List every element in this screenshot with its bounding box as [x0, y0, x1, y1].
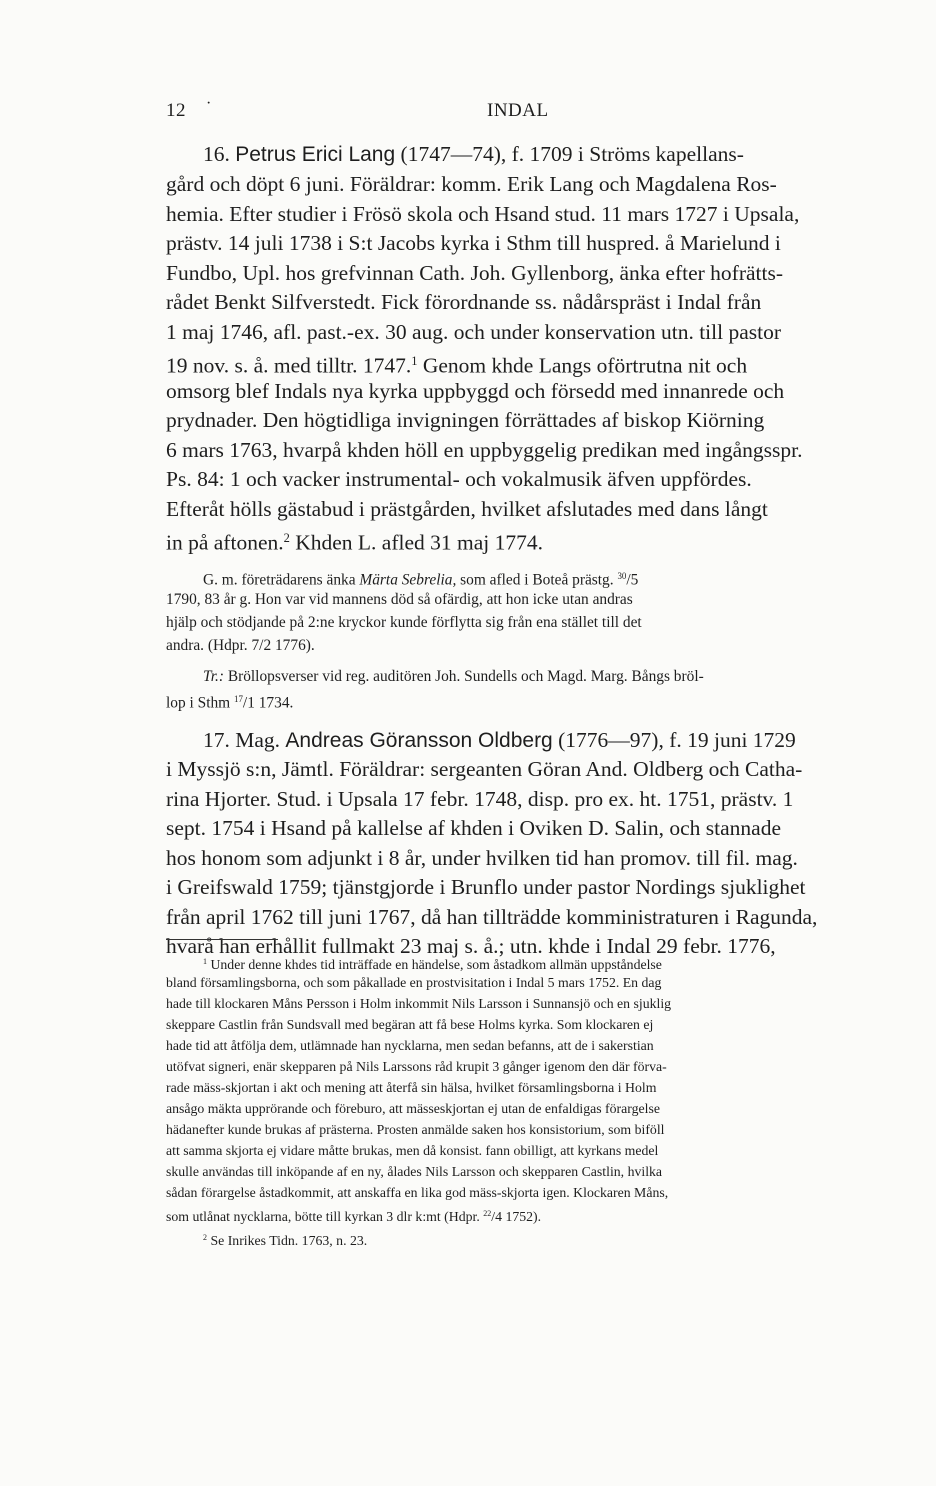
marriage-line-2: 1790, 83 år g. Hon var vid mannens död så ofärdig, att hon icke utan andras	[166, 591, 633, 608]
entry-16-line-6: rådet Benkt Silfverstedt. Fick förordnande ss. nådårspräst i Indal från	[166, 290, 762, 314]
marriage-line-3: hjälp och stödjande på 2:ne kryckor kunde förflytta sig från ena stället till det	[166, 614, 642, 631]
footnote-1-line-13: som utlånat nycklarna, bötte till kyrkan 3 dlr k:mt (Hdpr. $^{22}$/4 1752).	[166, 1208, 542, 1224]
person-name: Petrus Erici Lang	[235, 143, 396, 166]
entry-16-line-14: in på aftonen.$^2$ Khden L. afled 31 maj 1774.	[166, 530, 544, 555]
footnote-1-line-10: att samma skjorta ej vidare måtte brukas, men då konsist. fann obilligt, att kyrkans medel	[166, 1143, 659, 1158]
entry-16-line-11: 6 mars 1763, hvarpå khden höll en uppbyggelig predikan med ingångsspr.	[166, 438, 803, 462]
person-name: Andreas Göransson Oldberg	[285, 729, 553, 752]
footnote-1-line-5: hade tid att åtfölja dem, utlämnade han nycklarna, men sedan befanns, att de i sakerstian	[166, 1038, 654, 1053]
entry-16-line-12: Ps. 84: 1 och vacker instrumental- och vokalmusik äfven uppfördes.	[166, 467, 752, 491]
entry-16-line-3: hemia. Efter studier i Frösö skola och Hsand stud. 11 mars 1727 i Upsala,	[166, 202, 800, 226]
footnote-ref-1: 1	[411, 354, 418, 368]
footnote-mark-2: 2	[203, 1233, 207, 1242]
footnote-1-line-12: sådan förargelse åstadkommit, att anskaffa en lika god mäss-skjorta igen. Klockaren Måns,	[166, 1185, 669, 1200]
tryck-label: Tr.:	[203, 668, 224, 685]
footnote-ref-2: 2	[283, 531, 290, 545]
entry-16-line-10: prydnader. Den högtidliga invigningen förrättades af biskop Kiörning	[166, 408, 765, 432]
entry-17-line-8: hvarå han erhållit fullmakt 23 maj s. å.; utn. khde i Indal 29 febr. 1776,	[166, 934, 776, 958]
footnote-1-line-7: rade mäss-skjortan i akt och mening att återfå sin hälsa, hvilket församlingsborna i Holm	[166, 1080, 657, 1095]
footnote-1-line-6: utöfvat signeri, enär skepparen på Nils Larssons råd krupit 3 gånger igenom den där förva-	[166, 1059, 667, 1074]
entry-17-line-5: hos honom som adjunkt i 8 år, under hvilken tid han promov. till fil. mag.	[166, 846, 798, 870]
entry-17-line-4: sept. 1754 i Hsand på kallelse af khden i Oviken D. Salin, och stannade	[166, 816, 781, 840]
footnote-rule	[166, 939, 278, 940]
entry-16-line-1: 16. Petrus Erici Lang (1747—74), f. 1709 i Ströms kapellans-	[203, 142, 744, 166]
footnote-1-line-2: bland församlingsborna, och som påkallade en prostvisitation i Indal 5 mars 1752. En dag	[166, 975, 662, 990]
running-title: INDAL	[487, 100, 549, 121]
footnote-1-line-3: hade till klockaren Måns Persson i Holm inkommit Nils Larsson i Sunnansjö och en sjuklig	[166, 996, 672, 1011]
entry-17-line-7: från april 1762 till juni 1767, då han tillträdde komministraturen i Ragunda,	[166, 905, 818, 929]
entry-number: 16.	[203, 142, 230, 166]
footnote-1-line-9: hädanefter kunde brukas af prästerna. Prosten anmälde saken hos konsistorium, som biföll	[166, 1122, 665, 1137]
marriage-line-4: andra. (Hdpr. 7/2 1776).	[166, 637, 315, 654]
spouse-name: Märta Sebrelia,	[359, 571, 457, 589]
footnote-2: $^2$ Se Inrikes Tidn. 1763, n. 23.	[203, 1232, 368, 1248]
entry-16-line-9: omsorg blef Indals nya kyrka uppbyggd och försedd med innanrede och	[166, 379, 785, 403]
entry-17-line-1: 17. Mag. Andreas Göransson Oldberg (1776—97), f. 19 juni 1729	[203, 728, 796, 752]
entry-16-line-8: 19 nov. s. å. med tilltr. 1747.$^1$ Genom khde Langs oförtrutna nit och	[166, 353, 748, 378]
tryck-line-1: Tr.: Bröllopsverser vid reg. auditören Joh. Sundells och Magd. Marg. Bångs bröl-	[203, 668, 704, 685]
footnote-1-line-8: ansågo mäkta upprörande och föreburo, att mässeskjortan ej utan de enfaldigas förargelse	[166, 1101, 660, 1116]
entry-16-line-7: 1 maj 1746, afl. past.-ex. 30 aug. och under konservation utn. till pastor	[166, 320, 782, 344]
entry-17-line-6: i Greifswald 1759; tjänstgjorde i Brunflo under pastor Nordings sjuklighet	[166, 875, 806, 899]
entry-number: 17.	[203, 728, 230, 752]
entry-16-line-5: Fundbo, Upl. hos grefvinnan Cath. Joh. Gyllenborg, änka efter hofrätts-	[166, 261, 784, 285]
entry-16-line-2: gård och döpt 6 juni. Föräldrar: komm. Erik Lang och Magdalena Ros-	[166, 172, 777, 196]
entry-16-line-13: Efteråt hölls gästabud i prästgården, hvilket afslutades med dans långt	[166, 497, 768, 521]
footnote-1-line-11: skulle användas till inköpande af en ny, ålades Nils Larsson och skepparen Castlin, hvilka	[166, 1164, 663, 1179]
marriage-line-1: G. m. företrädarens änka Märta Sebrelia, som afled i Boteå prästg. $^{30}$/5	[203, 571, 639, 589]
header-bullet: ·	[206, 95, 212, 112]
entry-16-line-4: prästv. 14 juli 1738 i S:t Jacobs kyrka i Sthm till huspred. å Marielund i	[166, 231, 781, 255]
tryck-line-2: lop i Sthm $^{17}$/1 1734.	[166, 694, 294, 712]
footnote-mark-1: 1	[203, 957, 207, 966]
footnote-1-line-4: skeppare Castlin från Sundsvall med begäran att få bese Holms kyrka. Som klockaren ej	[166, 1017, 654, 1032]
entry-17-line-3: rina Hjorter. Stud. i Upsala 17 febr. 1748, disp. pro ex. ht. 1751, prästv. 1	[166, 787, 794, 811]
footnote-1-line-1: $^1$ Under denne khdes tid inträffade en händelse, som åstadkom allmän uppståndelse	[203, 956, 662, 972]
entry-17-line-2: i Myssjö s:n, Jämtl. Föräldrar: sergeanten Göran And. Oldberg och Catha-	[166, 757, 803, 781]
page-number: 12	[166, 100, 186, 121]
